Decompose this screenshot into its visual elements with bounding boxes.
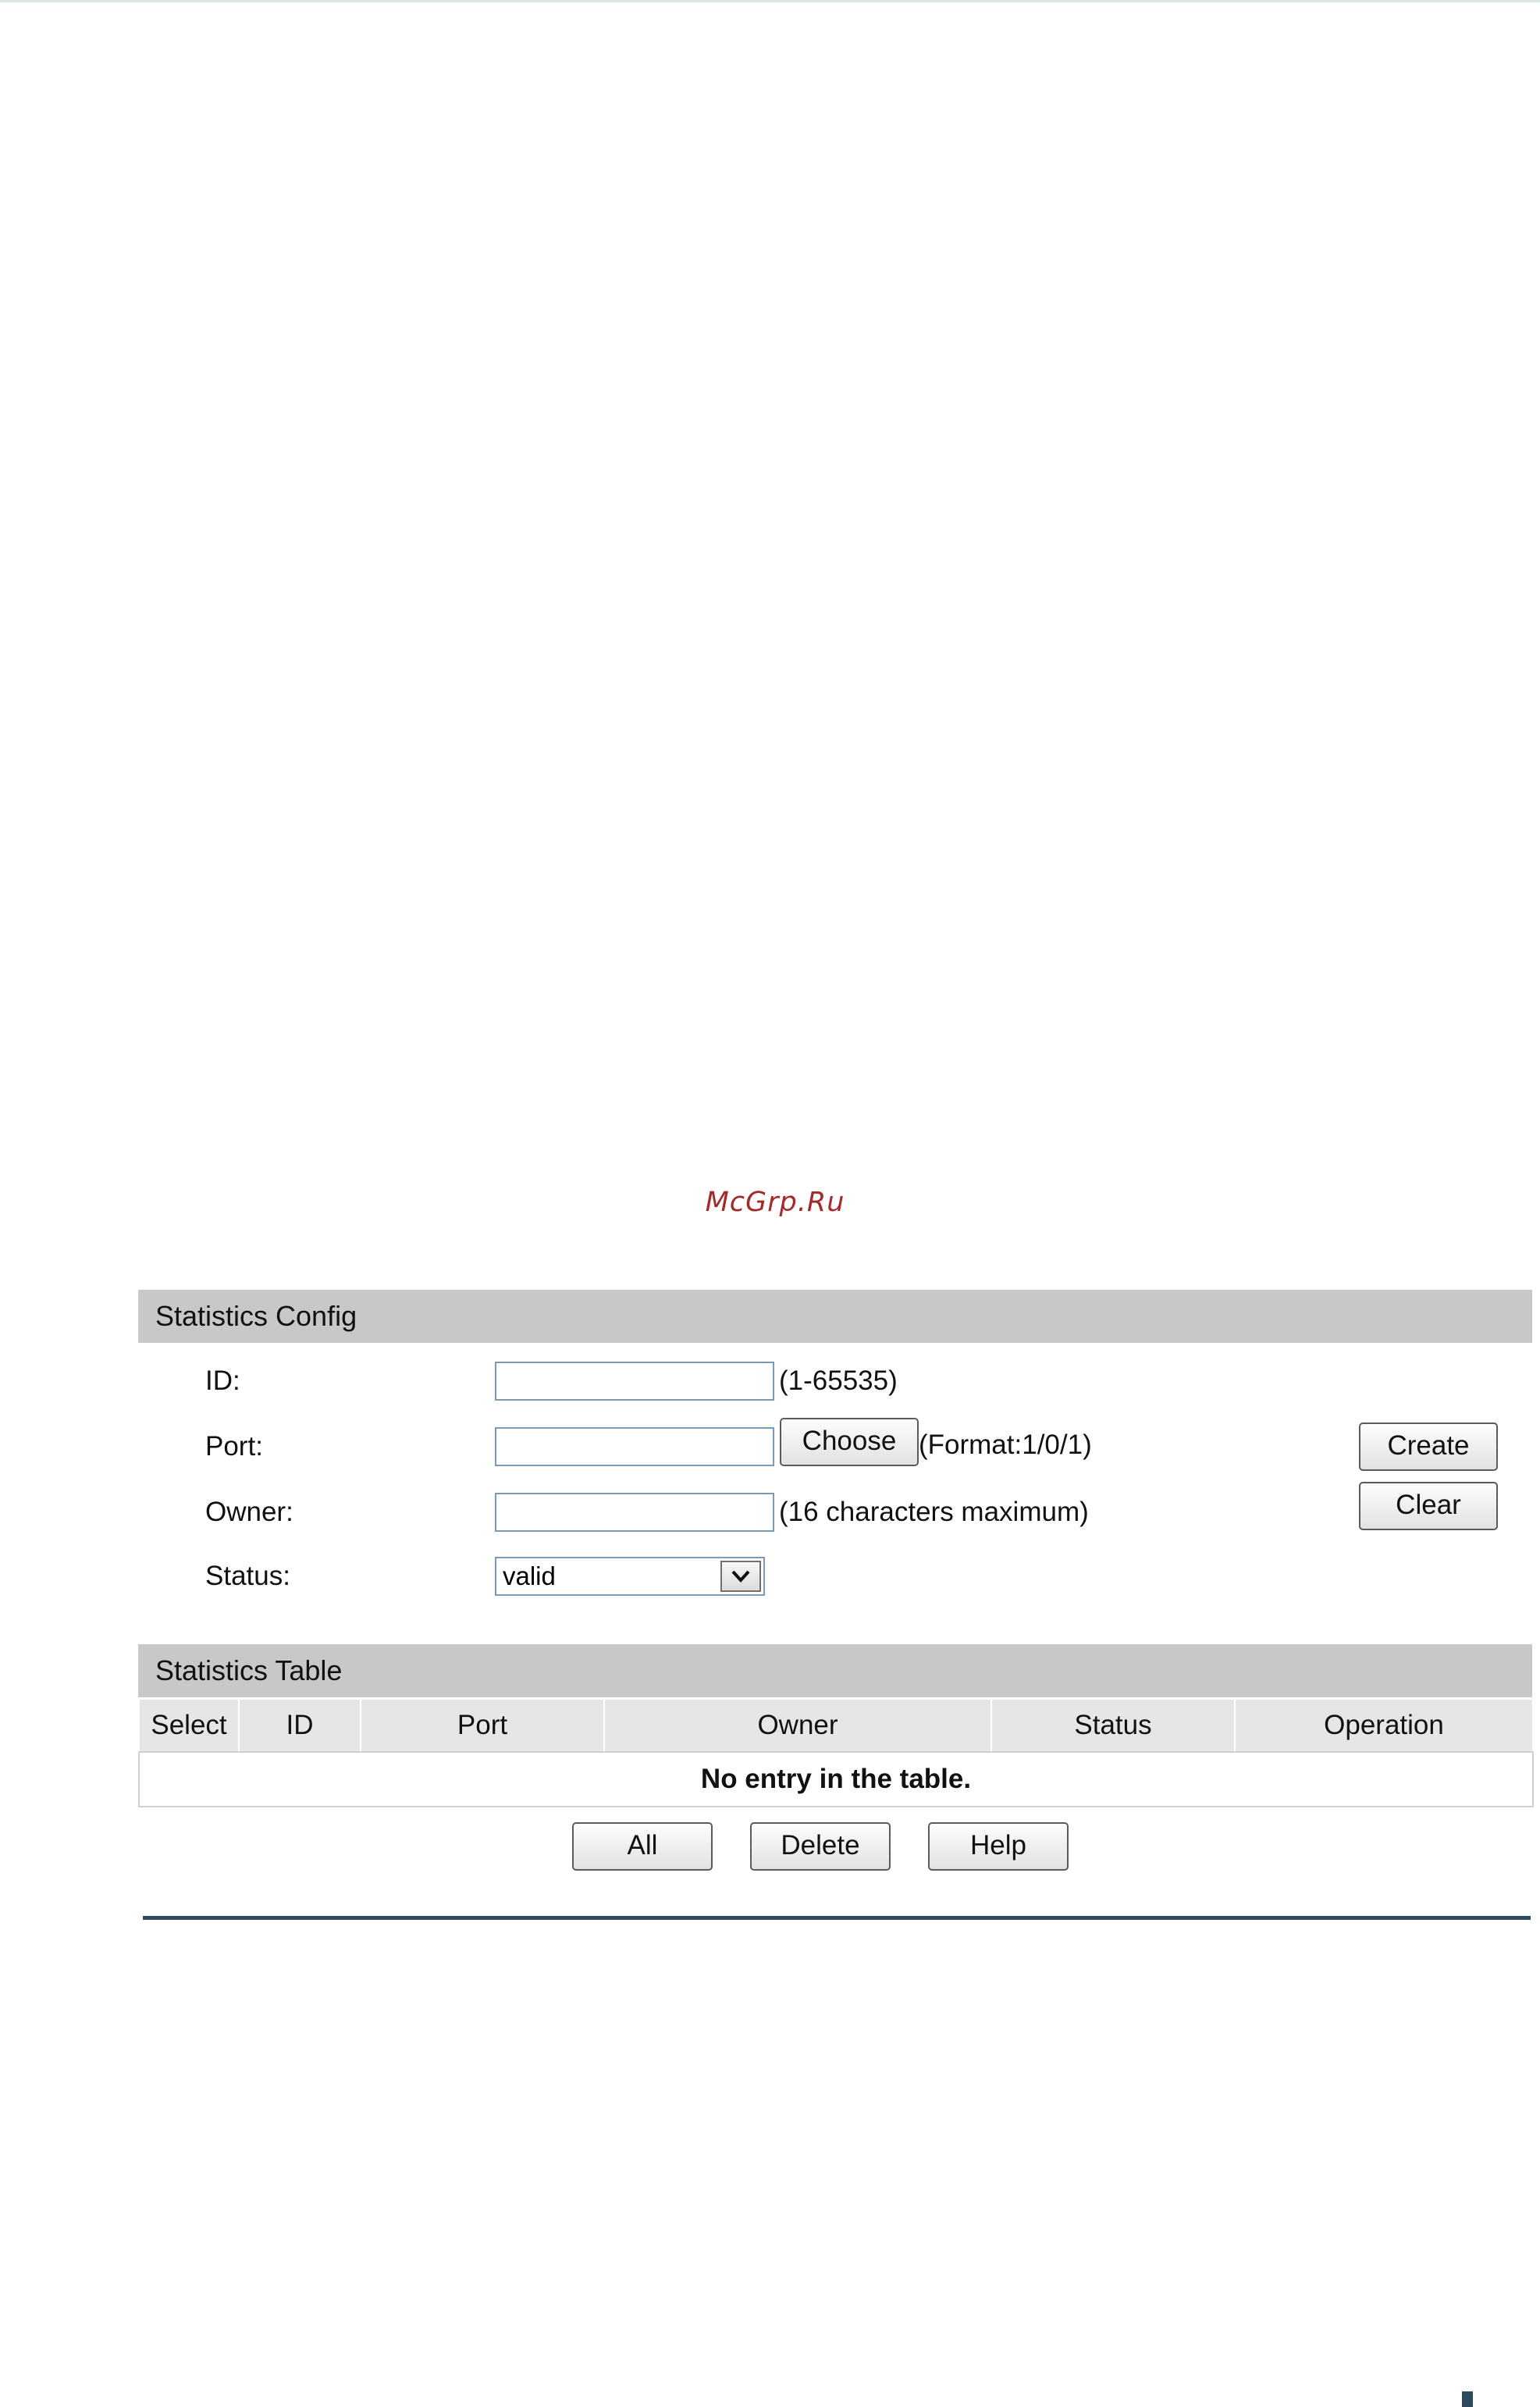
id-hint: (1-65535): [779, 1366, 898, 1396]
column-port: Port: [361, 1699, 604, 1752]
watermark: McGrp.Ru: [705, 1187, 845, 1218]
column-operation: Operation: [1235, 1699, 1533, 1752]
delete-button[interactable]: Delete: [750, 1822, 891, 1871]
chevron-down-icon[interactable]: [720, 1561, 761, 1592]
owner-label: Owner:: [205, 1497, 293, 1527]
status-selected-value: valid: [503, 1561, 556, 1590]
clear-button[interactable]: Clear: [1359, 1482, 1498, 1530]
status-select[interactable]: [495, 1557, 765, 1596]
column-id: ID: [239, 1699, 361, 1752]
page-corner-mark: [1462, 2391, 1473, 2407]
status-label: Status:: [205, 1561, 290, 1591]
all-button[interactable]: All: [572, 1822, 713, 1871]
help-button[interactable]: Help: [928, 1822, 1069, 1871]
top-border: [0, 0, 1540, 2]
port-input[interactable]: [495, 1427, 774, 1466]
column-owner: Owner: [604, 1699, 991, 1752]
id-label: ID:: [205, 1366, 240, 1396]
statistics-table: [138, 1698, 1534, 1807]
id-input[interactable]: [495, 1362, 774, 1401]
empty-table-message: No entry in the table.: [139, 1752, 1533, 1807]
choose-button[interactable]: Choose: [780, 1418, 919, 1466]
statistics-config-header: Statistics Config: [138, 1290, 1532, 1343]
port-label: Port:: [205, 1431, 263, 1462]
column-status: Status: [991, 1699, 1235, 1752]
create-button[interactable]: Create: [1359, 1422, 1498, 1471]
owner-hint: (16 characters maximum): [779, 1497, 1089, 1527]
table-row: [139, 1752, 1533, 1807]
section-divider: [143, 1916, 1531, 1920]
table-header-row: [139, 1699, 1533, 1752]
column-select: Select: [139, 1699, 239, 1752]
statistics-table-header: Statistics Table: [138, 1644, 1532, 1697]
port-format-hint: (Format:1/0/1): [919, 1430, 1092, 1460]
owner-input[interactable]: [495, 1493, 774, 1532]
